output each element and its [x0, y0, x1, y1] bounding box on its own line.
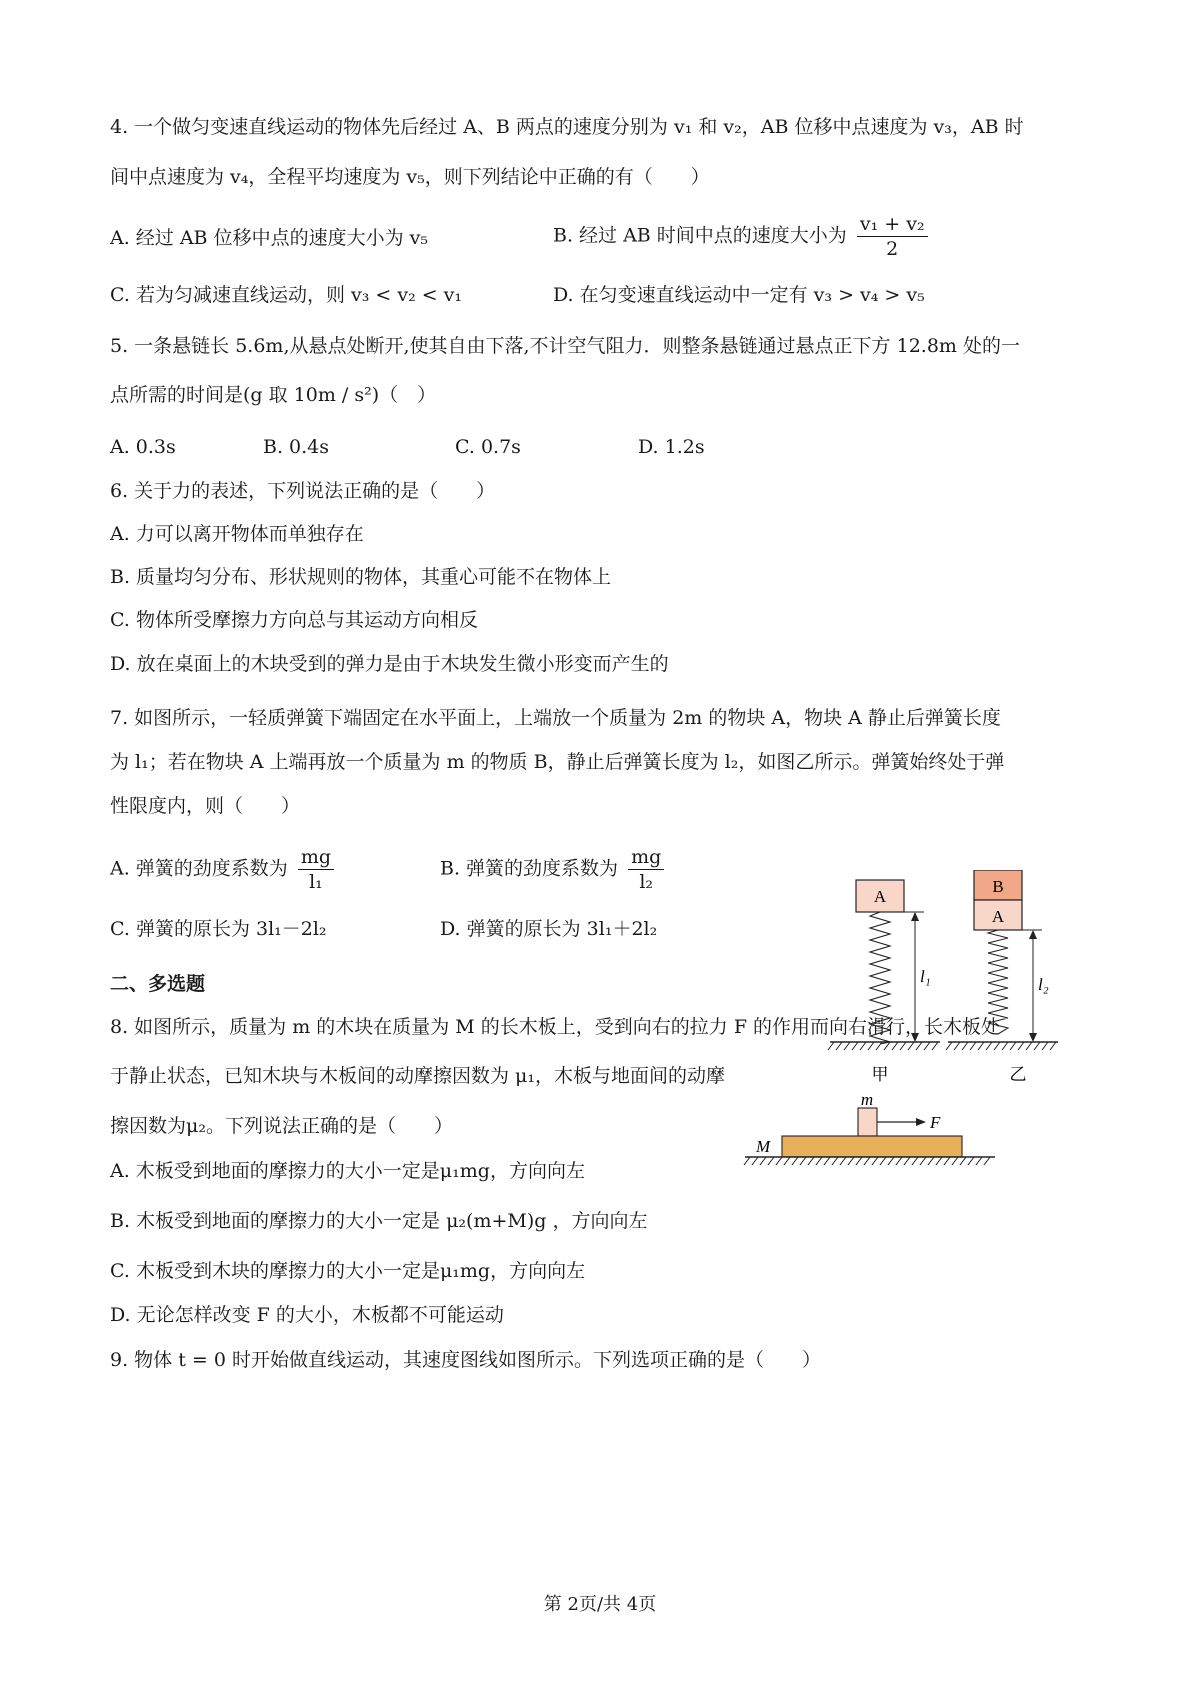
q5-stem-line1: 5. 一条悬链长 5.6m,从悬点处断开,使其自由下落,不计空气阻力．则整条悬链通过悬点正下方 12.8m 处的一	[110, 335, 1020, 357]
fraction-denominator: l₂	[639, 871, 654, 893]
page-number-footer: 第 2页/共 4页	[543, 1594, 657, 1615]
q4-option-b-label: B. 经过 AB 时间中点的速度大小为	[553, 224, 847, 247]
q7-option-c: C. 弹簧的原长为 3l₁－2l₂	[110, 918, 327, 940]
l1-label: l₁	[920, 967, 931, 986]
q7-stem-line2: 为 l₁；若在物块 A 上端再放一个质量为 m 的物质 B，静止后弹簧长度为 l₂，如图乙所示。弹簧始终处于弹	[110, 751, 1005, 773]
fraction-denominator: l₁	[309, 871, 323, 893]
q7-option-a	[110, 845, 338, 894]
q4-option-b-fraction	[857, 212, 928, 261]
q5-option-a: A. 0.3s	[110, 436, 176, 458]
block-a-fig2-label: A	[991, 907, 1005, 926]
q6-stem: 6. 关于力的表述，下列说法正确的是（ ）	[110, 480, 496, 502]
q8-stem-line3: 擦因数为μ₂。下列说法正确的是（ ）	[110, 1115, 453, 1137]
q5-option-b: B. 0.4s	[263, 436, 330, 458]
section-title-multiple-choice: 二、多选题	[110, 973, 206, 995]
fraction-numerator: mg	[628, 845, 664, 870]
board-figure	[740, 1088, 1005, 1170]
long-board-M	[782, 1136, 962, 1157]
l2-label: l₂	[1038, 975, 1049, 994]
q4-option-c: C. 若为匀减速直线运动，则 v₃ < v₂ < v₁	[110, 284, 463, 306]
q9-stem: 9. 物体 t = 0 时开始做直线运动，其速度图线如图所示。下列选项正确的是（ ）	[110, 1349, 821, 1371]
q4-option-a: A. 经过 AB 位移中点的速度大小为 v₅	[110, 227, 428, 249]
caption-jia: 甲	[871, 1065, 889, 1084]
f-label: F	[930, 1113, 941, 1132]
fraction-numerator: mg	[298, 845, 334, 870]
m-label: m	[860, 1090, 874, 1109]
q7-option-b-fraction	[628, 845, 664, 894]
q8-option-b: B. 木板受到地面的摩擦力的大小一定是 μ₂(m+M)g ，方向向左	[110, 1210, 648, 1232]
q4-option-d: D. 在匀变速直线运动中一定有 v₃ > v₄ > v₅	[553, 284, 925, 306]
block-a-fig1-label: A	[873, 887, 887, 906]
q5-option-c: C. 0.7s	[455, 436, 521, 458]
block-b-fig2-label: B	[992, 877, 1004, 896]
q5-stem-line2: 点所需的时间是(g 取 10m / s²)（ ）	[110, 384, 437, 406]
q7-option-b-label: B. 弹簧的劲度系数为	[440, 857, 619, 880]
q8-option-d: D. 无论怎样改变 F 的大小，木板都不可能运动	[110, 1304, 504, 1326]
q6-option-d: D. 放在桌面上的木块受到的弹力是由于木块发生微小形变而产生的	[110, 653, 669, 675]
q8-stem-line1: 8. 如图所示，质量为 m 的木块在质量为 M 的长木板上，受到向右的拉力 F 的作用而向右滑行，长木板处	[110, 1016, 1001, 1038]
fraction-denominator: 2	[886, 238, 899, 260]
caption-yi: 乙	[1009, 1065, 1027, 1084]
q7-option-b	[440, 845, 668, 894]
q6-option-a: A. 力可以离开物体而单独存在	[110, 523, 364, 545]
fraction-numerator: v₁ + v₂	[857, 212, 928, 237]
q7-stem-line1: 7. 如图所示，一轻质弹簧下端固定在水平面上，上端放一个质量为 2m 的物块 A，物块 A 静止后弹簧长度	[110, 707, 1001, 729]
q7-option-a-fraction	[298, 845, 334, 894]
small-block-m	[858, 1108, 877, 1136]
q8-option-a: A. 木板受到地面的摩擦力的大小一定是μ₁mg，方向向左	[110, 1160, 585, 1182]
q6-option-b: B. 质量均匀分布、形状规则的物体，其重心可能不在物体上	[110, 566, 612, 588]
q7-option-a-label: A. 弹簧的劲度系数为	[110, 857, 288, 880]
q5-option-d: D. 1.2s	[638, 436, 705, 458]
q8-stem-line2: 于静止状态，已知木块与木板间的动摩擦因数为 μ₁，木板与地面间的动摩	[110, 1065, 726, 1087]
q7-option-d: D. 弹簧的原长为 3l₁＋2l₂	[440, 918, 658, 940]
q4-option-b	[553, 212, 932, 261]
M-label: M	[756, 1137, 771, 1156]
q8-option-c: C. 木板受到木块的摩擦力的大小一定是μ₁mg，方向向左	[110, 1260, 586, 1282]
q4-stem-line1: 4. 一个做匀变速直线运动的物体先后经过 A、B 两点的速度分别为 v₁ 和 v₂，AB 位移中点速度为 v₃，AB 时	[110, 116, 1024, 138]
q4-stem-line2: 间中点速度为 v₄，全程平均速度为 v₅，则下列结论中正确的有（ ）	[110, 166, 710, 188]
q7-stem-line3: 性限度内，则（ ）	[110, 795, 301, 817]
spring-figure	[820, 870, 1100, 1092]
q6-option-c: C. 物体所受摩擦力方向总与其运动方向相反	[110, 609, 478, 631]
